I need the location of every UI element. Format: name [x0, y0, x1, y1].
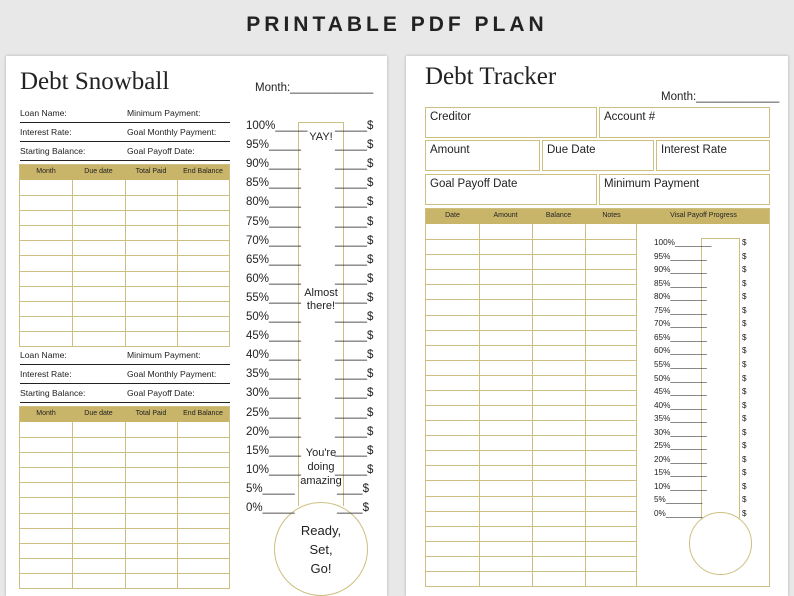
- there-text: there!: [306, 300, 336, 312]
- percent-mark: 30%_____: [246, 387, 301, 400]
- minimum-payment-label: Minimum Payment:: [127, 108, 201, 118]
- minimum-payment-field[interactable]: [599, 174, 770, 205]
- row-divider: [426, 239, 636, 240]
- percent-mark: 0%_____: [246, 502, 295, 514]
- dollar-mark[interactable]: $: [742, 305, 747, 315]
- minimum-payment-label: Minimum Payment:: [127, 350, 201, 360]
- percent-mark: 35%_____: [246, 368, 301, 381]
- column-divider: [72, 180, 73, 346]
- percent-mark: 0%________: [654, 509, 703, 518]
- col-total-paid: Total Paid: [135, 410, 167, 417]
- row-divider: [426, 330, 636, 331]
- row-divider: [426, 541, 636, 542]
- amount-field[interactable]: [425, 140, 540, 171]
- percent-mark: 5%________: [654, 495, 703, 505]
- column-divider: [125, 422, 126, 588]
- dollar-mark[interactable]: _____$: [335, 196, 374, 209]
- account-label: Account #: [604, 111, 656, 123]
- dollar-mark[interactable]: _____$: [335, 253, 374, 266]
- percent-mark: 10%________: [654, 481, 707, 491]
- dollar-mark[interactable]: ____$: [337, 502, 369, 514]
- debt-tracker-page: [406, 56, 788, 596]
- dollar-mark[interactable]: _____$: [335, 291, 374, 304]
- dollar-mark[interactable]: $: [742, 414, 747, 424]
- table-header: [426, 209, 769, 224]
- table-header: [20, 407, 229, 422]
- percent-mark: 50%_____: [246, 311, 301, 323]
- percent-mark: 45%________: [654, 387, 707, 397]
- row-divider: [426, 420, 636, 421]
- due-date-field[interactable]: [542, 140, 654, 171]
- amazing-text: amazing: [300, 475, 342, 487]
- set-text: Set,: [309, 542, 333, 557]
- page-title: Debt Snowball: [20, 68, 170, 95]
- percent-mark: 55%_____: [246, 291, 301, 304]
- column-divider: [636, 224, 637, 586]
- row-divider: [426, 496, 636, 497]
- dollar-mark[interactable]: $: [742, 427, 747, 437]
- goal-payoff-date-label: Goal Payoff Date:: [127, 146, 195, 156]
- dollar-mark[interactable]: $: [742, 346, 747, 356]
- payment-table-2[interactable]: [19, 406, 230, 589]
- dollar-mark[interactable]: _____$: [335, 158, 374, 171]
- dollar-mark[interactable]: _____$: [335, 425, 374, 438]
- col-total-paid: Total Paid: [135, 168, 167, 175]
- dollar-mark[interactable]: $: [742, 387, 747, 397]
- dollar-mark[interactable]: _____$: [335, 368, 374, 381]
- percent-mark: 50%________: [654, 373, 707, 383]
- dollar-mark[interactable]: _____$: [335, 177, 374, 190]
- dollar-mark[interactable]: _____$: [335, 444, 374, 457]
- dollar-mark[interactable]: $: [742, 441, 747, 451]
- col-visual-payoff-progress: Visal Payoff Progress: [670, 212, 737, 219]
- row-divider: [426, 511, 636, 512]
- percent-mark: 55%________: [654, 359, 707, 369]
- interest-rate-label: Interest Rate:: [20, 127, 72, 137]
- yay-text: YAY!: [309, 131, 333, 143]
- row-divider: [426, 269, 636, 270]
- goal-payoff-date-field[interactable]: [425, 174, 597, 205]
- percent-mark: 35%________: [654, 414, 707, 424]
- row-divider: [426, 284, 636, 285]
- row-divider: [426, 526, 636, 527]
- month-field[interactable]: Month:_____________: [255, 82, 374, 94]
- dollar-mark[interactable]: _____$: [335, 311, 374, 323]
- row-divider: [426, 254, 636, 255]
- dollar-mark[interactable]: $: [742, 359, 747, 369]
- dollar-mark[interactable]: $: [742, 292, 747, 302]
- starting-balance-label: Starting Balance:: [20, 388, 86, 398]
- dollar-mark[interactable]: $: [742, 319, 747, 329]
- table-header: [20, 165, 229, 180]
- dollar-mark[interactable]: $: [742, 400, 747, 410]
- interest-rate-label: Interest Rate: [661, 144, 727, 156]
- col-balance: Balance: [545, 212, 572, 219]
- goal-payoff-date-label: Goal Payoff Date: [430, 178, 518, 190]
- percent-mark: 25%_____: [246, 406, 301, 419]
- row-divider: [426, 375, 636, 376]
- debt-snowball-page: [6, 56, 387, 596]
- row-divider: [426, 360, 636, 361]
- percent-mark: 15%________: [654, 468, 707, 478]
- row-divider: [426, 465, 636, 466]
- minimum-payment-label: Minimum Payment: [604, 178, 700, 190]
- dollar-mark[interactable]: $: [742, 495, 747, 505]
- col-month: Month: [36, 410, 56, 417]
- dollar-mark[interactable]: $: [742, 238, 747, 247]
- percent-mark: 100%_____: [246, 120, 308, 132]
- dollar-mark[interactable]: $: [742, 265, 747, 275]
- percent-mark: 25%________: [654, 441, 707, 451]
- dollar-mark[interactable]: $: [742, 251, 747, 261]
- dollar-mark[interactable]: _____$: [335, 387, 374, 400]
- row-divider: [426, 315, 636, 316]
- column-divider: [177, 180, 178, 346]
- percent-mark: 45%_____: [246, 330, 301, 343]
- loan-name-label: Loan Name:: [20, 350, 67, 360]
- almost-text: Almost: [304, 287, 338, 299]
- interest-rate-field[interactable]: [656, 140, 770, 171]
- month-field[interactable]: Month:_____________: [661, 91, 780, 103]
- percent-mark: 65%________: [654, 332, 707, 342]
- percent-mark: 90%_____: [246, 158, 301, 171]
- row-divider: [426, 345, 636, 346]
- dollar-mark[interactable]: _____$: [335, 215, 374, 228]
- dollar-mark[interactable]: _____$: [335, 463, 374, 476]
- percent-mark: 70%_____: [246, 234, 301, 247]
- doing-text: doing: [307, 461, 335, 473]
- youre-text: You're: [305, 447, 337, 459]
- row-divider: [426, 571, 636, 572]
- percent-mark: 95%________: [654, 251, 707, 261]
- row-divider: [426, 435, 636, 436]
- percent-mark: 60%_____: [246, 272, 301, 285]
- page-title: Debt Tracker: [425, 63, 557, 90]
- dollar-mark[interactable]: _____$: [335, 139, 374, 152]
- row-divider: [426, 450, 636, 451]
- row-divider: [426, 556, 636, 557]
- progress-thermometer-bulb: [689, 512, 752, 575]
- dollar-mark[interactable]: $: [742, 373, 747, 383]
- dollar-mark[interactable]: _____$: [335, 234, 374, 247]
- col-due-date: Due date: [84, 410, 113, 417]
- dollar-mark[interactable]: $: [742, 468, 747, 478]
- dollar-mark[interactable]: $: [742, 278, 747, 288]
- dollar-mark[interactable]: $: [742, 332, 747, 342]
- row-divider: [426, 480, 636, 481]
- percent-mark: 5%_____: [246, 482, 295, 495]
- goal-payoff-date-label: Goal Payoff Date:: [127, 388, 195, 398]
- percent-mark: 100%________: [654, 238, 712, 247]
- dollar-mark[interactable]: $: [742, 454, 747, 464]
- col-month: Month: [36, 168, 56, 175]
- creditor-field[interactable]: [425, 107, 597, 138]
- amount-label: Amount: [430, 144, 470, 156]
- percent-mark: 65%_____: [246, 253, 301, 266]
- col-due-date: Due date: [84, 168, 113, 175]
- col-notes: Notes: [602, 212, 621, 219]
- percent-mark: 30%________: [654, 427, 707, 437]
- payment-table-1[interactable]: [19, 164, 230, 347]
- dollar-mark[interactable]: $: [742, 509, 747, 518]
- percent-mark: 10%_____: [246, 463, 301, 476]
- interest-rate-label: Interest Rate:: [20, 369, 72, 379]
- percent-mark: 80%_____: [246, 196, 301, 209]
- percent-mark: 90%________: [654, 265, 707, 275]
- percent-mark: 20%________: [654, 454, 707, 464]
- creditor-label: Creditor: [430, 111, 471, 123]
- percent-mark: 15%_____: [246, 444, 301, 457]
- col-amount: Amount: [493, 212, 518, 219]
- percent-mark: 80%________: [654, 292, 707, 302]
- column-divider: [72, 422, 73, 588]
- banner-title: PRINTABLE PDF PLAN: [246, 13, 548, 36]
- goal-monthly-payment-label: Goal Monthly Payment:: [127, 127, 217, 137]
- loan-name-label: Loan Name:: [20, 108, 67, 118]
- percent-mark: 40%_____: [246, 349, 301, 362]
- account-field[interactable]: [599, 107, 770, 138]
- percent-mark: 60%________: [654, 346, 707, 356]
- dollar-mark[interactable]: _____$: [335, 406, 374, 419]
- column-divider: [585, 224, 586, 586]
- goal-monthly-payment-label: Goal Monthly Payment:: [127, 369, 217, 379]
- percent-mark: 85%_____: [246, 177, 301, 190]
- row-divider: [426, 405, 636, 406]
- ready-text: Ready,: [300, 523, 342, 538]
- dollar-mark[interactable]: $: [742, 481, 747, 491]
- percent-mark: 85%________: [654, 278, 707, 288]
- percent-mark: 20%_____: [246, 425, 301, 438]
- dollar-mark[interactable]: _____$: [335, 272, 374, 285]
- dollar-mark[interactable]: _____$: [335, 349, 374, 362]
- dollar-mark[interactable]: ____$: [337, 482, 369, 495]
- column-divider: [479, 224, 480, 586]
- go-text: Go!: [310, 561, 332, 576]
- column-divider: [532, 224, 533, 586]
- percent-mark: 40%________: [654, 400, 707, 410]
- col-end-balance: End Balance: [183, 168, 223, 175]
- starting-balance-label: Starting Balance:: [20, 146, 86, 156]
- due-date-label: Due Date: [547, 144, 596, 156]
- percent-mark: 75%________: [654, 305, 707, 315]
- row-divider: [426, 390, 636, 391]
- percent-mark: 95%_____: [246, 139, 301, 152]
- column-divider: [125, 180, 126, 346]
- column-divider: [177, 422, 178, 588]
- col-date: Date: [445, 212, 460, 219]
- percent-mark: 75%_____: [246, 215, 301, 228]
- dollar-mark[interactable]: _____$: [335, 120, 374, 132]
- dollar-mark[interactable]: _____$: [335, 330, 374, 343]
- col-end-balance: End Balance: [183, 410, 223, 417]
- tracker-table[interactable]: [425, 208, 770, 587]
- row-divider: [426, 299, 636, 300]
- percent-mark: 70%________: [654, 319, 707, 329]
